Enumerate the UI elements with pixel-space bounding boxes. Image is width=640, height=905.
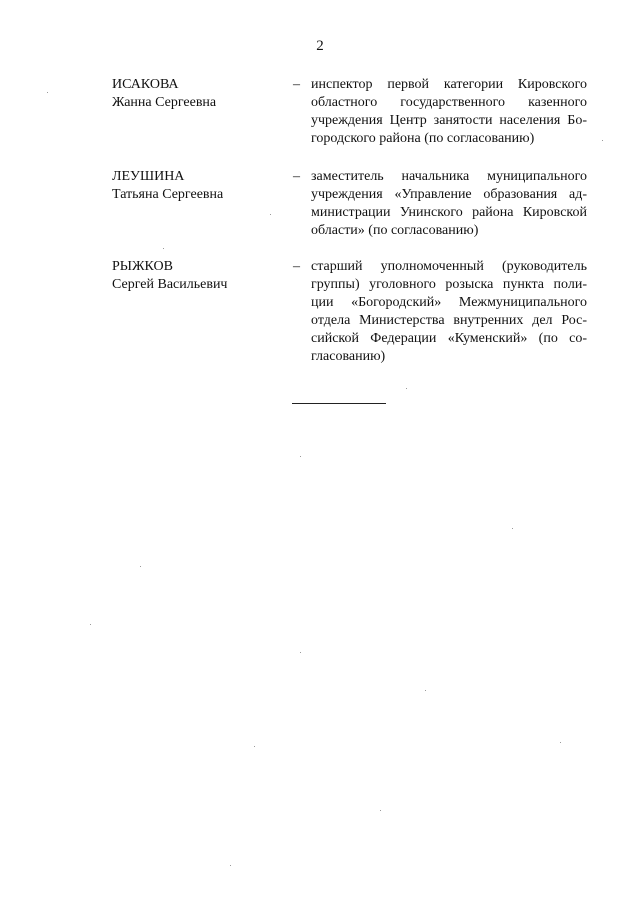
member-surname: ИСАКОВА [112,77,179,92]
dash-separator: – [293,169,300,184]
role-line: областного государственного казенного [311,95,587,110]
member-name [112,168,282,204]
role-line: городского района (по согласованию) [311,131,535,146]
dash-separator: – [293,259,300,274]
role-line: учреждения Центр занятости населения Бо- [311,113,587,128]
role-line: ции «Богородский» Межмуниципального [311,295,587,310]
page-number: 2 [316,38,324,54]
role-line: области» (по согласованию) [311,223,479,238]
member-given-names: Сергей Васильевич [112,277,228,292]
member-role [311,258,587,366]
role-line: министрации Унинского района Кировской [311,205,587,220]
role-line: сийской Федерации «Куменский» (по со- [311,331,587,346]
member-name [112,258,282,294]
role-line: инспектор первой категории Кировского [311,77,587,92]
member-name [112,76,282,112]
role-line: учреждения «Управление образования ад- [311,187,587,202]
member-role [311,76,587,148]
member-surname: ЛЕУШИНА [112,169,185,184]
role-line: гласованию) [311,349,386,364]
closing-rule [292,403,386,404]
role-line: отдела Министерства внутренних дел Рос- [311,313,587,328]
role-line: группы) уголовного розыска пункта поли- [311,277,587,292]
member-given-names: Татьяна Сергеевна [112,187,224,202]
dash-separator: – [293,77,300,92]
member-surname: РЫЖКОВ [112,259,173,274]
member-given-names: Жанна Сергеевна [112,95,217,110]
role-line: заместитель начальника муниципального [311,169,587,184]
member-role [311,168,587,240]
role-line: старший уполномоченный (руководитель [311,259,587,274]
